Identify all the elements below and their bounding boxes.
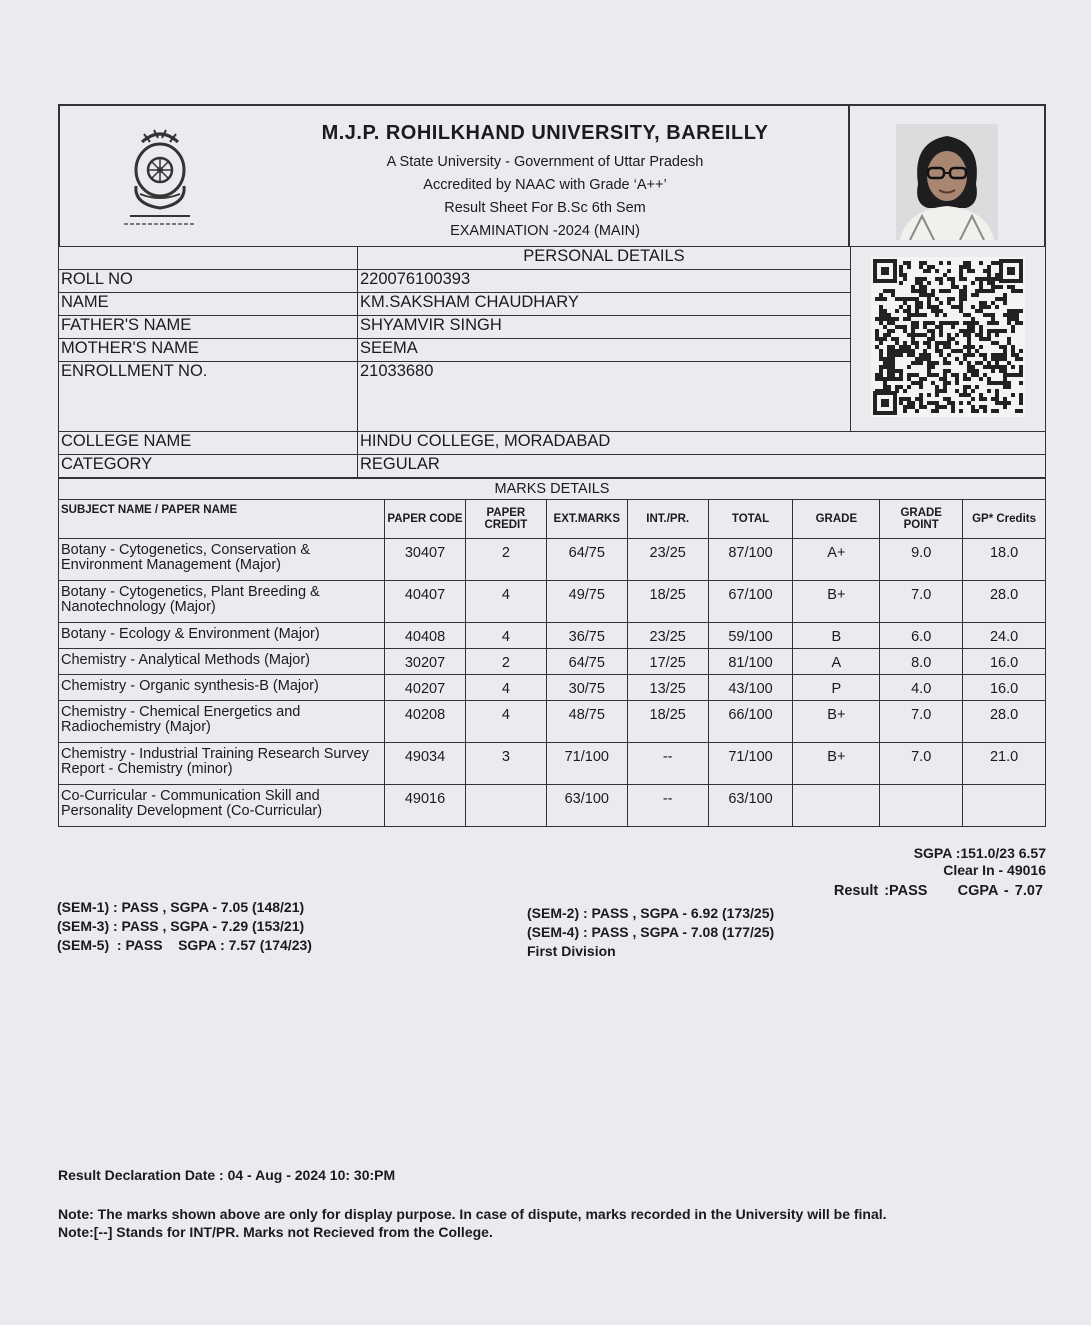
- subject-name: Botany - Cytogenetics, Plant Breeding & Nanotechnology (Major): [59, 581, 385, 623]
- grade-point: 4.0: [880, 675, 963, 701]
- accreditation: Accredited by NAAC with Grade ‘A++’: [423, 177, 667, 193]
- paper-code: 40407: [385, 581, 466, 623]
- sgpa-summary: [914, 845, 1046, 879]
- grade: B: [793, 623, 880, 649]
- table-row: [59, 675, 1046, 701]
- gp-credits: 16.0: [963, 675, 1046, 701]
- grade: B+: [793, 743, 880, 785]
- grade-point: 8.0: [880, 649, 963, 675]
- sem-3-result: (SEM-3) : PASS , SGPA - 7.29 (153/21): [57, 918, 305, 934]
- int-pr-marks: 23/25: [627, 623, 708, 649]
- mother-name-value: SEEMA: [358, 339, 851, 362]
- table-row: [59, 581, 1046, 623]
- qr-code: [851, 247, 1046, 432]
- grade: [793, 785, 880, 827]
- sem-4-result: (SEM-4) : PASS , SGPA - 7.08 (177/25): [527, 924, 775, 940]
- col-ext-marks: EXT.MARKS: [546, 500, 627, 539]
- total-marks: 71/100: [708, 743, 793, 785]
- table-row: [59, 785, 1046, 827]
- result-text: Result :PASS: [833, 883, 928, 899]
- photo-box: [848, 106, 1044, 246]
- ext-marks: 71/100: [546, 743, 627, 785]
- subject-name: Chemistry - Analytical Methods (Major): [59, 649, 385, 675]
- total-marks: 63/100: [708, 785, 793, 827]
- col-grade-point: GRADE POINT: [880, 500, 963, 539]
- personal-details-heading: PERSONAL DETAILS: [358, 247, 851, 270]
- paper-code: 40408: [385, 623, 466, 649]
- int-pr-marks: 17/25: [627, 649, 708, 675]
- roll-no-value: 220076100393: [358, 270, 851, 293]
- ext-marks: 64/75: [546, 649, 627, 675]
- col-gp-credits: GP* Credits: [963, 500, 1046, 539]
- sgpa-text: SGPA :151.0/23 6.57: [913, 845, 1046, 861]
- category-label: CATEGORY: [59, 455, 358, 478]
- gp-credits: 18.0: [963, 539, 1046, 581]
- int-pr-marks: 18/25: [627, 701, 708, 743]
- gp-credits: 24.0: [963, 623, 1046, 649]
- paper-credit: 2: [465, 539, 546, 581]
- col-paper-credit: PAPER CREDIT: [465, 500, 546, 539]
- sem-5-result: (SEM-5) : PASS SGPA : 7.57 (174/23): [57, 937, 312, 953]
- paper-credit: 4: [465, 581, 546, 623]
- subject-name: Botany - Ecology & Environment (Major): [59, 623, 385, 649]
- table-row: [59, 701, 1046, 743]
- ext-marks: 30/75: [546, 675, 627, 701]
- paper-code: 49034: [385, 743, 466, 785]
- subject-name: Chemistry - Chemical Energetics and Radiochemistry (Major): [59, 701, 385, 743]
- subject-name: Co-Curricular - Communication Skill and Personality Development (Co-Curricular): [59, 785, 385, 827]
- grade: A: [793, 649, 880, 675]
- total-marks: 87/100: [708, 539, 793, 581]
- grade-point: 7.0: [880, 581, 963, 623]
- marks-details-heading: MARKS DETAILS: [59, 479, 1046, 500]
- category-value: REGULAR: [358, 455, 1046, 478]
- sem-1-result: (SEM-1) : PASS , SGPA - 7.05 (148/21): [57, 899, 305, 915]
- marks-table: [58, 478, 1046, 827]
- result-sheet: [58, 104, 1046, 827]
- col-grade: GRADE: [793, 500, 880, 539]
- gp-credits: 16.0: [963, 649, 1046, 675]
- col-subject: SUBJECT NAME / PAPER NAME: [59, 500, 385, 539]
- personal-details-table: [58, 246, 1046, 478]
- sheet-header: [58, 104, 1046, 246]
- gp-credits: 21.0: [963, 743, 1046, 785]
- grade-point: 9.0: [880, 539, 963, 581]
- total-marks: 43/100: [708, 675, 793, 701]
- grade: A+: [793, 539, 880, 581]
- ext-marks: 49/75: [546, 581, 627, 623]
- grade: B+: [793, 701, 880, 743]
- paper-credit: 2: [465, 649, 546, 675]
- college-value: HINDU COLLEGE, MORADABAD: [358, 432, 1046, 455]
- semester-results-right: [527, 904, 774, 961]
- paper-code: 49016: [385, 785, 466, 827]
- college-label: COLLEGE NAME: [59, 432, 358, 455]
- grade-point: 6.0: [880, 623, 963, 649]
- paper-code: 40208: [385, 701, 466, 743]
- paper-code: 30207: [385, 649, 466, 675]
- father-name-value: SHYAMVIR SINGH: [358, 316, 851, 339]
- university-emblem-icon: [104, 120, 216, 230]
- subject-name: Botany - Cytogenetics, Conservation & Environment Management (Major): [59, 539, 385, 581]
- enrollment-value: 21033680: [358, 362, 851, 432]
- int-pr-marks: --: [627, 743, 708, 785]
- paper-credit: 4: [465, 675, 546, 701]
- ext-marks: 48/75: [546, 701, 627, 743]
- sem-2-result: (SEM-2) : PASS , SGPA - 6.92 (173/25): [527, 905, 775, 921]
- grade: B+: [793, 581, 880, 623]
- ext-marks: 63/100: [546, 785, 627, 827]
- paper-code: 30407: [385, 539, 466, 581]
- ext-marks: 64/75: [546, 539, 627, 581]
- table-row: [59, 539, 1046, 581]
- int-pr-marks: 18/25: [627, 581, 708, 623]
- name-value: KM.SAKSHAM CHAUDHARY: [358, 293, 851, 316]
- declaration-date: Result Declaration Date : 04 - Aug - 2024 10: 30:PM: [58, 1167, 396, 1183]
- cgpa-text: CGPA - 7.07: [957, 883, 1043, 899]
- qr-code-icon: [871, 257, 1025, 417]
- university-status: A State University - Government of Uttar Pradesh: [386, 154, 704, 170]
- paper-code: 40207: [385, 675, 466, 701]
- examination-title: EXAMINATION -2024 (MAIN): [450, 223, 640, 239]
- result-sheet-title: Result Sheet For B.Sc 6th Sem: [444, 200, 646, 216]
- paper-credit: 4: [465, 623, 546, 649]
- gp-credits: 28.0: [963, 581, 1046, 623]
- semester-results-left: [57, 898, 312, 955]
- division-text: First Division: [527, 943, 616, 959]
- col-int-pr: INT./PR.: [627, 500, 708, 539]
- grade-point: [880, 785, 963, 827]
- notes: [58, 1205, 887, 1241]
- father-name-label: FATHER'S NAME: [59, 316, 358, 339]
- result-line: [834, 883, 1043, 899]
- col-total: TOTAL: [708, 500, 793, 539]
- int-pr-marks: 23/25: [627, 539, 708, 581]
- total-marks: 67/100: [708, 581, 793, 623]
- total-marks: 66/100: [708, 701, 793, 743]
- clear-in-text: Clear In - 49016: [943, 862, 1046, 878]
- table-row: [59, 743, 1046, 785]
- col-paper-code: PAPER CODE: [385, 500, 466, 539]
- grade-point: 7.0: [880, 743, 963, 785]
- paper-credit: [465, 785, 546, 827]
- name-label: NAME: [59, 293, 358, 316]
- gp-credits: [963, 785, 1046, 827]
- paper-credit: 3: [465, 743, 546, 785]
- ext-marks: 36/75: [546, 623, 627, 649]
- paper-credit: 4: [465, 701, 546, 743]
- grade-point: 7.0: [880, 701, 963, 743]
- university-name: M.J.P. ROHILKHAND UNIVERSITY, BAREILLY: [321, 122, 769, 144]
- subject-name: Chemistry - Industrial Training Research Survey Report - Chemistry (minor): [59, 743, 385, 785]
- roll-no-label: ROLL NO: [59, 270, 358, 293]
- student-photo: [896, 124, 998, 240]
- table-row: [59, 649, 1046, 675]
- grade: P: [793, 675, 880, 701]
- int-pr-marks: 13/25: [627, 675, 708, 701]
- note-display-purpose: Note: The marks shown above are only for display purpose. In case of dispute, marks recorded in the University will be final.: [58, 1206, 887, 1222]
- int-pr-marks: --: [627, 785, 708, 827]
- gp-credits: 28.0: [963, 701, 1046, 743]
- note-int-pr: Note:[--] Stands for INT/PR. Marks not Recieved from the College.: [58, 1224, 493, 1240]
- university-title-block: [240, 122, 850, 243]
- total-marks: 59/100: [708, 623, 793, 649]
- subject-name: Chemistry - Organic synthesis-B (Major): [59, 675, 385, 701]
- total-marks: 81/100: [708, 649, 793, 675]
- table-row: [59, 623, 1046, 649]
- enrollment-label: ENROLLMENT NO.: [59, 362, 358, 432]
- mother-name-label: MOTHER'S NAME: [59, 339, 358, 362]
